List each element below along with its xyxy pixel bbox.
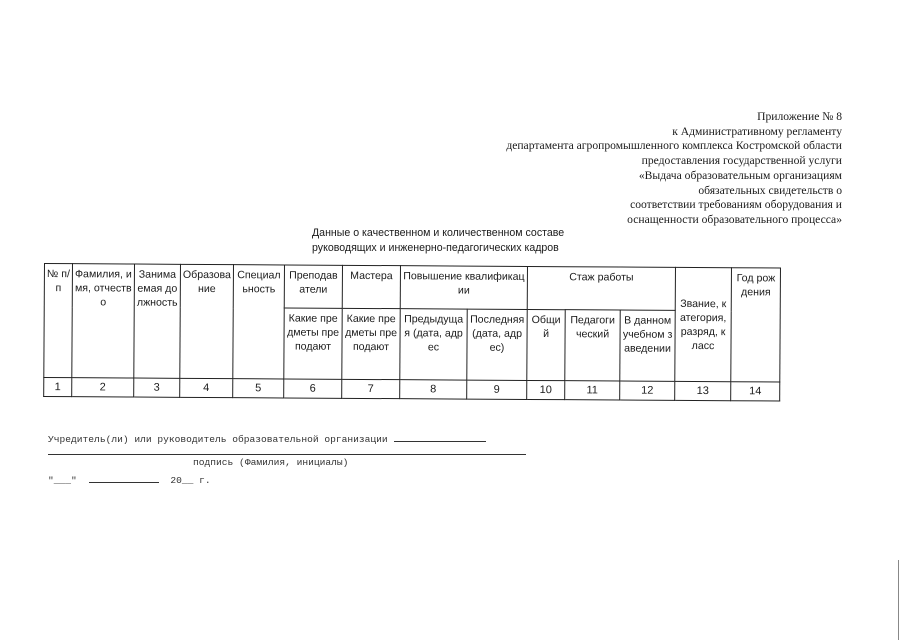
column-number: 12 [620,381,675,400]
date-suffix: г. [199,475,211,486]
appendix-line: к Административному регламенту [672,124,842,138]
scan-edge-mark [898,560,899,640]
staff-table [43,263,781,401]
table-title [312,226,602,256]
date-year: 20__ [170,475,194,486]
date-month-blank [89,474,159,483]
number-row [44,378,780,401]
appendix-line: соответствии требованиям оборудования и [630,198,842,212]
appendix-line: предоставления государственной услуги [641,154,842,168]
subheader-pedagogical: Педагогический [565,310,620,381]
header-num: № п/п [44,264,73,378]
column-number: 7 [342,379,400,398]
table-title-line2: руководящих и инженерно-педагогических кадров [312,242,559,254]
appendix-line: обязательных свидетельств о [698,183,842,197]
header-teachers: Преподаватели [284,265,342,308]
column-number: 1 [44,378,72,397]
column-number: 3 [134,378,180,397]
column-number: 9 [467,380,527,399]
subheader-previous: Предыдущая (дата, адрес [400,309,467,380]
table-title-line1: Данные о качественном и количественном составе [312,227,565,239]
header-position: Занимаемая должность [134,264,181,378]
header-speciality: Специальность [233,265,285,379]
header-masters: Мастера [342,265,400,308]
appendix-line: оснащенности образовательного процесса» [627,212,842,226]
date-day: "___" [48,475,77,486]
column-number: 5 [233,379,284,398]
subheader-teachers-subjects: Какие предметы преподают [284,308,342,379]
column-number: 8 [400,380,467,399]
header-rank: Звание, категория, разряд, класс [675,267,732,381]
column-number: 13 [675,381,731,400]
signature-line [48,432,526,448]
subheader-in-institution: В данном учебном заведении [620,310,675,381]
appendix-header [422,110,842,228]
subheader-total: Общий [527,309,565,380]
column-number: 6 [284,379,342,398]
signature-rule [48,448,526,455]
appendix-line: «Выдача образовательным организациям [638,168,842,182]
column-number: 14 [731,382,780,401]
column-number: 11 [565,381,620,400]
header-fio: Фамилия, имя, отчество [72,264,135,378]
header-experience: Стаж работы [527,266,675,310]
header-qualification: Повышение квалификации [400,266,527,310]
date-line [48,473,526,489]
column-number: 2 [72,378,134,397]
signature-block [48,432,526,489]
column-number: 4 [180,378,233,397]
signature-blank [394,432,486,442]
subheader-last: Последняя (дата, адрес) [467,309,527,380]
header-birth-year: Год рождения [731,268,781,382]
signature-label: Учредитель(ли) или руководитель образовательной организации [48,434,388,445]
column-number: 10 [527,380,565,399]
subheader-masters-subjects: Какие предметы преподают [342,308,400,379]
appendix-line: Приложение № 8 [757,110,842,123]
header-row [44,264,780,311]
signature-caption: подпись (Фамилия, инициалы) [193,457,349,468]
header-education: Образование [180,264,234,378]
appendix-line: департамента агропромышленного комплекса Костромской области [506,139,842,153]
